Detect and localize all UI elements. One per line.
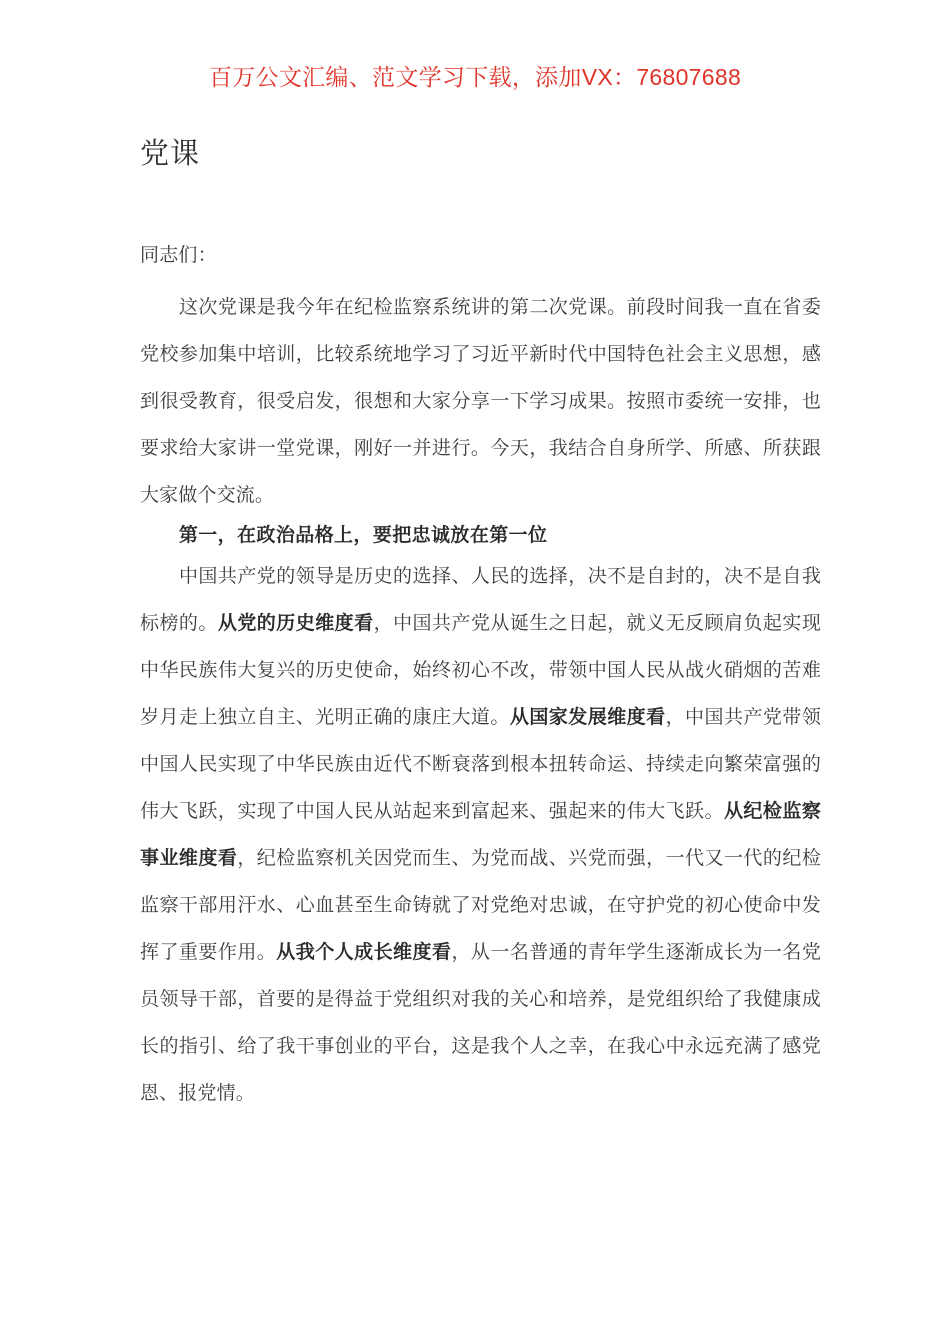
emphasis-run: 从我个人成长维度看 [276, 941, 452, 963]
text-run: 这次党课是我今年在纪检监察系统讲的第二次党课。前段时间我一直在省委党校参加集中培训，比较系统地学习了习近平新时代中国特色社会主义思想，感到很受教育，很受启发，很想和大家分享一下学习成果。按照市委统一安排，也要求给大家讲一堂党课，刚好一并进行。今天，我结合自身所学、所感、所获跟大家做个交流。 [140, 296, 821, 506]
text-run: ，中国共产党带领中国人民实现了中华民族由近代不断衰落到根本扭转命运、持续走向繁荣富强的伟大飞跃，实现了中国人民从站起来到富起来、强起来的伟大飞跃。 [140, 706, 822, 822]
emphasis-run: 从国家发展维度看 [509, 706, 666, 728]
salutation: 同志们： [140, 244, 217, 266]
text-run: ，从一名普通的青年学生逐渐成长为一名党员领导干部，首要的是得益于党组织对我的关心和培养，是党组织给了我健康成长的指引、给了我干事创业的平台，这是我个人之幸，在我心中永远充满了感党恩、报党情。 [140, 941, 821, 1104]
promo-watermark-header: 百万公文汇编、范文学习下载，添加VX：76807688 [208, 64, 742, 90]
text-run: ，中国共产党从诞生之日起，就义无反顾肩负起实现中华民族伟大复兴的历史使命，始终初心不改，带领中国人民从战火硝烟的苦难岁月走上独立自主、光明正确的康庄大道。 [140, 612, 822, 728]
text-run: ，纪检监察机关因党而生、为党而战、兴党而强，一代又一代的纪检监察干部用汗水、心血甚至生命铸就了对党绝对忠诚，在守护党的初心使命中发挥了重要作用。 [140, 847, 821, 963]
text-run: 中国共产党的领导是历史的选择、人民的选择，决不是自封的，决不是自我标榜的。 [140, 565, 821, 634]
emphasis-run: 从纪检监察事业维度看 [140, 800, 821, 869]
emphasis-run: 第一，在政治品格上，要把忠诚放在第一位 [178, 524, 548, 546]
body-paragraph [140, 284, 821, 519]
page-title: 党课 [140, 136, 201, 170]
emphasis-run: 从党的历史维度看 [217, 612, 374, 634]
document-body [140, 0, 821, 1117]
paragraph-container [140, 284, 821, 1117]
section-heading [140, 519, 821, 551]
body-paragraph [140, 553, 821, 1117]
